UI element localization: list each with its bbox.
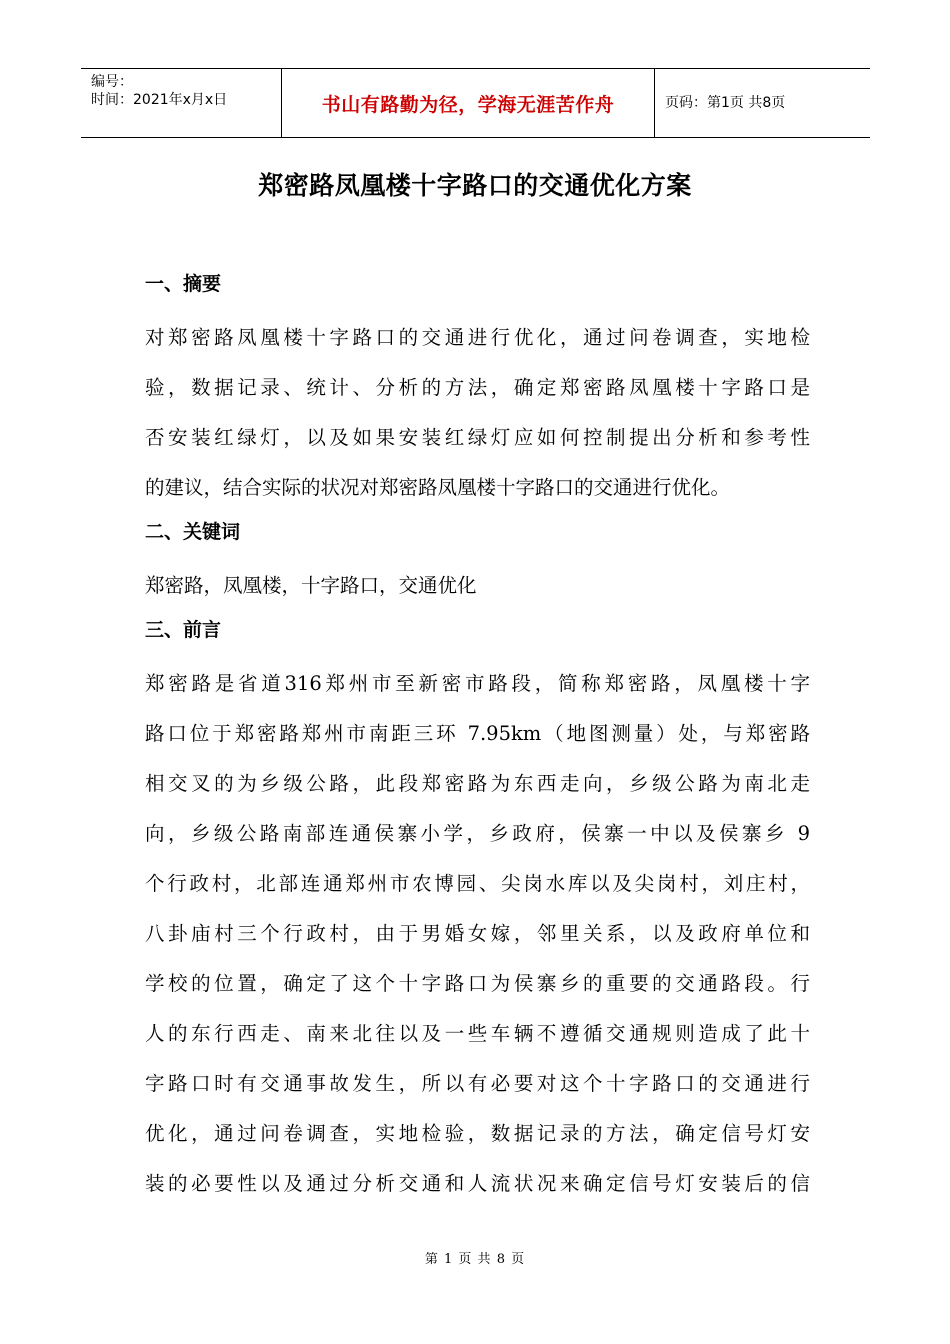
paragraph-line: 验，数据记录、统计、分析的方法，确定郑密路凤凰楼十字路口是 <box>145 376 810 399</box>
document-title: 郑密路凤凰楼十字路口的交通优化方案 <box>258 171 692 200</box>
paragraph-line: 人的东行西走、南来北往以及一些车辆不遵循交通规则造成了此十 <box>145 1022 810 1045</box>
serial-number-label: 编号： <box>91 74 133 90</box>
abstract-paragraph <box>145 313 810 513</box>
section-heading-preface: 三、前言 <box>145 619 222 641</box>
paragraph-line: 的建议，结合实际的状况对郑密路凤凰楼十字路口的交通进行优化。 <box>145 476 731 499</box>
paragraph-line: 优化，通过问卷调查，实地检验，数据记录的方法，确定信号灯安 <box>145 1122 810 1145</box>
header-motto: 书山有路勤为径，学海无涯苦作舟 <box>321 93 615 116</box>
paragraph-line: 否安装红绿灯，以及如果安装红绿灯应如何控制提出分析和参考性 <box>145 426 810 449</box>
header-motto-cell <box>282 69 655 137</box>
header-page-cell <box>655 69 870 137</box>
date-label: 时间：2021年x月x日 <box>91 92 228 108</box>
page-footer: 第 1 页 共 8 页 <box>424 1252 526 1267</box>
paragraph-line: 八卦庙村三个行政村，由于男婚女嫁，邻里关系，以及政府单位和 <box>145 922 810 945</box>
section-heading-abstract: 一、摘要 <box>145 273 222 295</box>
section-heading-keywords: 二、关键词 <box>145 521 241 543</box>
page-number-label: 页码：第1页 共8页 <box>665 94 786 111</box>
paragraph-line: 郑密路，凤凰楼，十字路口，交通优化 <box>145 574 477 597</box>
paragraph-line: 向，乡级公路南部连通侯寨小学，乡政府，侯寨一中以及侯寨乡 9 <box>145 822 810 845</box>
paragraph-line: 字路口时有交通事故发生，所以有必要对这个十字路口的交通进行 <box>145 1072 810 1095</box>
paragraph-line: 对郑密路凤凰楼十字路口的交通进行优化，通过问卷调查，实地检 <box>145 326 810 349</box>
keywords-paragraph <box>145 561 810 611</box>
paragraph-line: 学校的位置，确定了这个十字路口为侯寨乡的重要的交通路段。行 <box>145 972 810 995</box>
paragraph-line: 个行政村，北部连通郑州市农博园、尖岗水库以及尖岗村，刘庄村， <box>145 872 810 895</box>
paragraph-line: 装的必要性以及通过分析交通和人流状况来确定信号灯安装后的信 <box>145 1172 810 1195</box>
header-info-cell <box>81 69 282 137</box>
paragraph-line: 郑密路是省道316郑州市至新密市路段，简称郑密路，凤凰楼十字 <box>145 672 810 695</box>
paragraph-line: 相交叉的为乡级公路，此段郑密路为东西走向，乡级公路为南北走 <box>145 772 810 795</box>
paragraph-line: 路口位于郑密路郑州市南距三环 7.95km（地图测量）处，与郑密路 <box>145 722 810 745</box>
document-header <box>81 68 870 138</box>
preface-paragraph <box>145 659 810 1209</box>
document-body <box>145 265 810 1209</box>
